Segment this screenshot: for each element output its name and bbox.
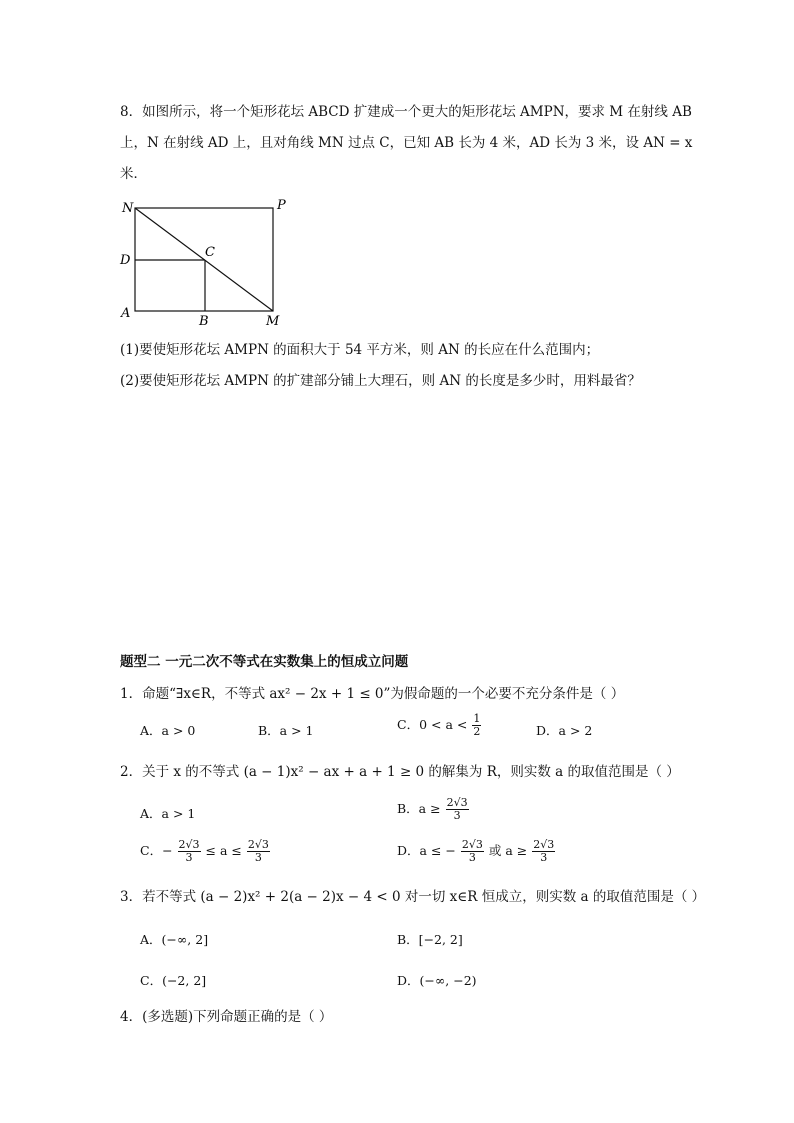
p3-stem: 3．若不等式 (a − 2)x² + 2(a − 2)x − 4 < 0 对一切 x∈R 恒成立，则实数 a 的取值范围是（ ）: [120, 889, 706, 905]
fraction: [178, 839, 201, 864]
p2-option-c-text: C．−: [140, 843, 173, 858]
p1-stem: 1．命题“∃x∈R，不等式 ax² − 2x + 1 ≤ 0”为假命题的一个必要不充分条件是（ ）: [120, 686, 625, 702]
fraction-numerator: 2√3: [461, 838, 483, 851]
fraction-denominator: 3: [254, 851, 262, 864]
fraction-denominator: 3: [540, 851, 548, 864]
fraction-numerator: 1: [473, 712, 481, 725]
label-C: C: [205, 245, 215, 260]
fraction: [247, 839, 270, 864]
p2-option-c: [140, 839, 271, 864]
fraction: [446, 797, 469, 822]
fraction: [472, 713, 481, 738]
fraction-denominator: 3: [185, 851, 193, 864]
fraction-denominator: 3: [453, 809, 461, 822]
p2-stem: 2．关于 x 的不等式 (a − 1)x² − ax + a + 1 ≥ 0 的解集为 R，则实数 a 的取值范围是（ ）: [120, 764, 680, 780]
p2-option-a: A．a > 1: [140, 806, 196, 821]
p1-option-d: D．a > 2: [536, 723, 593, 738]
fraction-numerator: 2√3: [178, 838, 200, 851]
fraction-denominator: 3: [468, 851, 476, 864]
p1-option-a: A．a > 0: [140, 723, 196, 738]
label-A: A: [121, 306, 131, 321]
p2-option-c-mid: ≤ a ≤: [205, 843, 242, 858]
p3-option-a: A．(−∞, 2]: [140, 932, 209, 947]
label-M: M: [266, 314, 280, 328]
p1-option-c: [397, 713, 482, 738]
p4-stem: 4．(多选题)下列命题正确的是（ ）: [120, 1009, 333, 1025]
p1-option-b: B．a > 1: [258, 723, 314, 738]
fraction-numerator: 2√3: [247, 838, 269, 851]
label-D: D: [120, 253, 131, 268]
label-B: B: [199, 314, 209, 328]
q8-stem-line3: 米．: [120, 166, 147, 182]
q8-figure: [115, 193, 295, 328]
p3-option-b: B．[−2, 2]: [397, 932, 463, 947]
q8-stem-line1: 8．如图所示，将一个矩形花坛 ABCD 扩建成一个更大的矩形花坛 AMPN，要求 M 在射线 AB: [120, 104, 692, 120]
fraction: [532, 839, 555, 864]
fraction-denominator: 2: [473, 725, 481, 738]
label-N: N: [122, 201, 134, 216]
p2-option-d: [397, 839, 556, 864]
section-title: 题型二 一元二次不等式在实数集上的恒成立问题: [120, 654, 409, 670]
p2-option-d-text: D．a ≤ −: [397, 843, 456, 858]
p2-option-d-mid: 或 a ≥: [488, 843, 528, 858]
label-P: P: [277, 198, 286, 213]
q8-stem-line2: 上，N 在射线 AD 上，且对角线 MN 过点 C，已知 AB 长为 4 米，AD 长为 3 米，设 AN = x: [120, 135, 693, 151]
fraction-numerator: 2√3: [446, 796, 468, 809]
q8-sub2: (2)要使矩形花坛 AMPN 的扩建部分铺上大理石，则 AN 的长度是多少时，用料最省？: [120, 373, 641, 389]
p2-option-b: [397, 797, 470, 822]
q8-sub1: (1)要使矩形花坛 AMPN 的面积大于 54 平方米，则 AN 的长应在什么范围内；: [120, 342, 600, 358]
p3-option-d: D．(−∞, −2): [397, 973, 477, 988]
fraction: [461, 839, 484, 864]
p1-option-c-text: C．0 < a <: [397, 717, 468, 732]
p2-option-b-text: B．a ≥: [397, 801, 441, 816]
p3-option-c: C．(−2, 2]: [140, 973, 207, 988]
fraction-numerator: 2√3: [533, 838, 555, 851]
